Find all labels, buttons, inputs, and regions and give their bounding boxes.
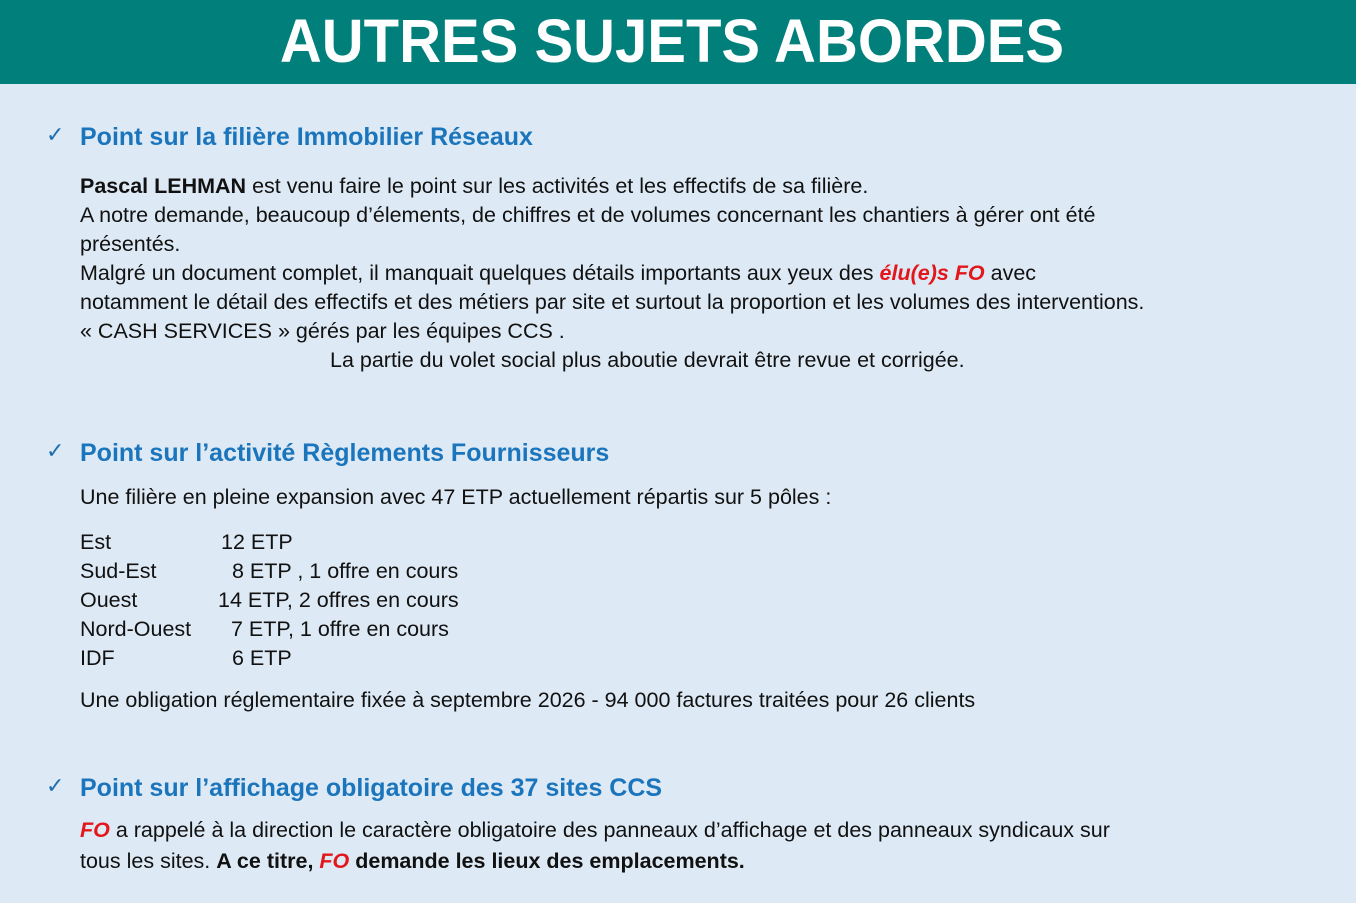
bold-text: A ce titre, [216, 849, 320, 873]
section-title-immobilier: Point sur la filière Immobilier Réseaux [80, 123, 533, 151]
page-title: AUTRES SUJETS ABORDES [279, 7, 1065, 76]
fo-highlight: FO [319, 849, 350, 873]
section-intro: Une filière en pleine expansion avec 47 ETP actuellement répartis sur 5 pôles : [80, 485, 832, 509]
section-title-affichage: Point sur l’affichage obligatoire des 37 sites CCS [80, 774, 663, 802]
pole-value: 6 ETP [232, 646, 292, 670]
paragraph-line: A notre demande, beaucoup d’élements, de chiffres et de volumes concernant les chantiers à gérer ont été [80, 203, 1096, 227]
paragraph-line [80, 847, 745, 876]
title-banner [0, 0, 1356, 84]
pole-value: 8 ETP , 1 offre en cours [232, 559, 459, 583]
checkmark-icon: ✓ [46, 774, 65, 799]
fo-highlight: élu(e)s FO [879, 261, 985, 285]
checkmark-icon: ✓ [46, 123, 65, 148]
paragraph-text: a rappelé à la direction le caractère obligatoire des panneaux d’affichage et des panneaux syndicaux sur [109, 818, 1110, 842]
paragraph-line: présentés. [80, 232, 181, 256]
pole-label: IDF [80, 646, 115, 670]
paragraph-line [80, 259, 1036, 288]
pole-label: Sud-Est [80, 559, 157, 583]
paragraph-text: tous les sites. [80, 849, 217, 873]
person-name: Pascal LEHMAN [80, 174, 247, 198]
paragraph-line [80, 172, 868, 201]
paragraph-text: est venu faire le point sur les activités et les effectifs de sa filière. [246, 174, 869, 198]
pole-value: 14 ETP, 2 offres en cours [218, 588, 459, 612]
section-outro: Une obligation réglementaire fixée à septembre 2026 - 94 000 factures traitées pour 26 clients [80, 688, 976, 712]
pole-label: Ouest [80, 588, 138, 612]
fo-highlight: FO [80, 818, 110, 842]
checkmark-icon: ✓ [46, 439, 65, 464]
pole-label: Nord-Ouest [80, 617, 192, 641]
pole-label: Est [80, 530, 112, 554]
pole-value: 7 ETP, 1 offre en cours [231, 617, 449, 641]
section-title-reglements: Point sur l’activité Règlements Fournisseurs [80, 439, 610, 467]
paragraph-line: « CASH SERVICES » gérés par les équipes CCS . [80, 319, 565, 343]
pole-value: 12 ETP [221, 530, 293, 554]
paragraph-line [80, 816, 1110, 845]
paragraph-line: notamment le détail des effectifs et des métiers par site et surtout la proportion et les volumes des interventions. [80, 290, 1145, 314]
paragraph-text: avec [984, 261, 1037, 285]
paragraph-text: Malgré un document complet, il manquait quelques détails importants aux yeux des [80, 261, 880, 285]
bold-text: demande les lieux des emplacements. [349, 849, 745, 873]
paragraph-line: La partie du volet social plus aboutie devrait être revue et corrigée. [330, 348, 965, 372]
